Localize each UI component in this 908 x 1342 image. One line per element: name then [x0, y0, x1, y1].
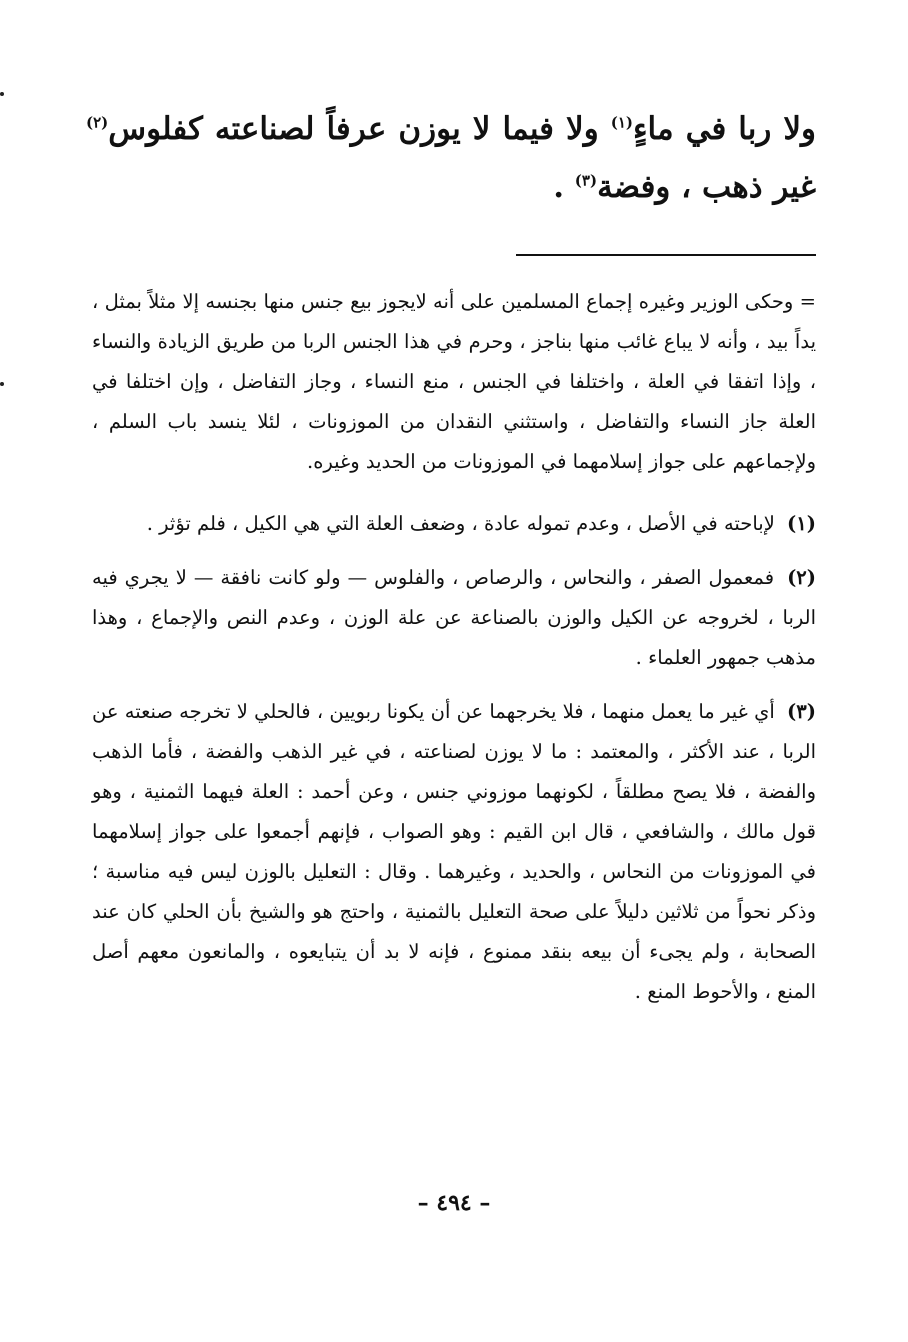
footnote-3: [92, 692, 816, 1012]
footnote-ref-1: (١): [610, 113, 633, 132]
main-text: [86, 100, 816, 216]
footnote-1: [92, 504, 816, 544]
main-text-line1-b: ولا فيما لا يوزن عرفاً لصناعته كفلوس: [108, 111, 599, 147]
footnote-2-number: (٢): [787, 566, 817, 589]
footnote-3-number: (٣): [787, 700, 816, 723]
footnotes-section: [92, 282, 816, 1026]
footnote-3-text: أي غير ما يعمل منهما ، فلا يخرجهما عن أن يكونا ربويين ، فالحلي لا تخرجه صنعته عن الربا ، عند الأكثر ، والمعتمد : ما لا يوزن لصناعته ، في غير الذهب والفضة ، فأما الذهب والفضة ، فلا يصح مطلقاً ، لكونهما موزوني جنس ، وعن أحمد : العلة فيهما الثمنية ، وهو قول مالك ، والشافعي ، قال ابن القيم : وهو الصواب ، فإنهم أجمعوا على جواز إسلامهما في الموزونات من النحاس ، والحديد ، وغيرهما . وقال : التعليل بالوزن ليس فيه مناسبة ؛ وذكر نحواً من ثلاثين دليلاً على صحة التعليل بالثمنية ، واحتج هو والشيخ بأن الحلي كان عند الصحابة ، ولم يجىء أن بيعه بنقد ممنوع ، فإنه لا بد أن يتبايعوه ، والمانعون معهم أصل المنع ، والأحوط المنع .: [92, 700, 816, 1003]
main-text-line2-a: غير ذهب ، وفضة: [597, 169, 816, 205]
scan-edge-mark: [0, 92, 4, 96]
main-text-line1-a: ولا ربا في ماءٍ: [632, 111, 817, 147]
footnote-ref-2: (٢): [86, 113, 109, 132]
footnote-continuation: = وحكى الوزير وغيره إجماع المسلمين على أنه لايجوز بيع جنس منها بجنسه إلا مثلاً بمثل ، يداً بيد ، وأنه لا يباع غائب منها بناجز ، وحرم في هذا الجنس الربا من طريق الزيادة والنساء ، وإذا اتفقا في العلة ، واختلفا في الجنس ، منع النساء ، وجاز التفاضل ، وإن اختلفا في العلة جاز النساء والتفاضل ، واستثني النقدان من الموزونات ، لئلا ينسد باب السلم ، ولإجماعهم على جواز إسلامهما في الموزونات من الحديد وغيره.: [92, 290, 816, 473]
footnote-2: [92, 558, 816, 678]
footnote-divider: [516, 254, 816, 256]
page-number: – ٤٩٤ –: [417, 1190, 491, 1216]
footnote-1-text: لإباحته في الأصل ، وعدم تموله عادة ، وضعف العلة التي هي الكيل ، فلم تؤثر .: [146, 512, 775, 535]
scan-edge-mark: [0, 382, 4, 386]
footnote-1-number: (١): [787, 512, 816, 535]
footnote-ref-3: (٣): [574, 171, 598, 190]
main-text-line2-b: .: [553, 169, 564, 205]
footnote-2-text: فمعمول الصفر ، والنحاس ، والرصاص ، والفلوس — ولو كانت نافقة — لا يجري فيه الربا ، لخروجه عن الكيل والوزن بالصناعة عن علة الوزن ، وعدم النص والإجماع ، وهذا مذهب جمهور العلماء .: [92, 566, 816, 669]
